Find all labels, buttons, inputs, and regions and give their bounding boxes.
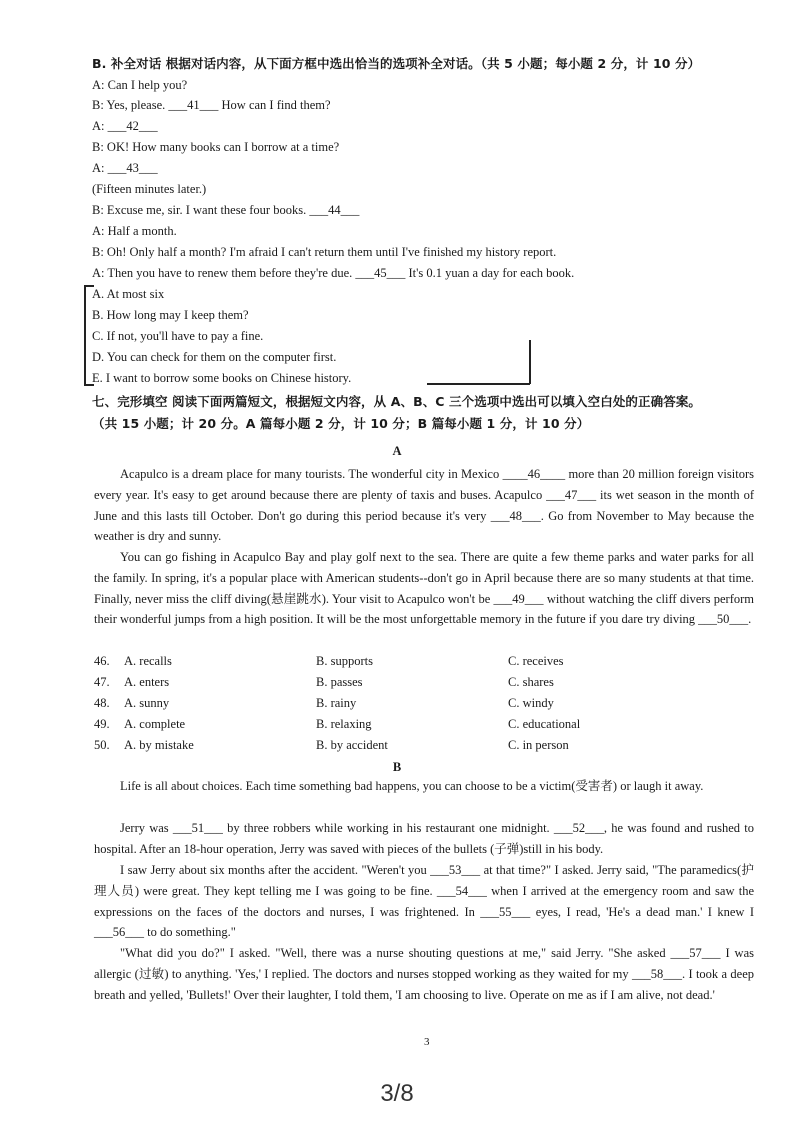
choice-a: A. sunny bbox=[124, 696, 170, 710]
option-b: B. How long may I keep them? bbox=[92, 308, 249, 322]
passage-b-paragraph: Jerry was ___51___ by three robbers while working in his restaurant one midnight. ___52___, he was found and rushed to hospital. After an 18-hour operation, Jerry was saved with pieces of the bullets (子弹)still in his body. bbox=[94, 821, 754, 856]
section-b-heading: B. 补全对话 根据对话内容，从下面方框中选出恰当的选项补全对话。（共 5 小题；每小题 2 分，计 10 分） bbox=[92, 56, 701, 71]
choice-b: B. by accident bbox=[316, 738, 388, 752]
question-number: 49. bbox=[94, 717, 110, 731]
option-c: C. If not, you'll have to pay a fine. bbox=[92, 329, 264, 343]
printed-page-number: 3 bbox=[424, 1036, 430, 1048]
choice-c: C. receives bbox=[508, 654, 564, 668]
choice-c: C. in person bbox=[508, 738, 569, 752]
option-d: D. You can check for them on the computer first. bbox=[92, 350, 337, 364]
dialogue-line: B: Oh! Only half a month? I'm afraid I can't return them until I've finished my history report. bbox=[92, 245, 557, 259]
section-7-heading-line1: 七、完形填空 阅读下面两篇短文，根据短文内容，从 A、B、C 三个选项中选出可以填入空白处的正确答案。 bbox=[92, 394, 702, 409]
option-e: E. I want to borrow some books on Chinese history. bbox=[92, 371, 352, 385]
dialogue-line: B: OK! How many books can I borrow at a time? bbox=[92, 140, 340, 154]
passage-b-paragraph: "What did you do?" I asked. "Well, there was a nurse shouting questions at me," said Jerry. "She asked ___57___ I was allergic (过敏) to anything. 'Yes,' I replied. The doctors and nurses stopped working as they waited for my ___58___. I took a deep breath and yelled, 'Bullets!' Over their laughter, I told them, 'I am choosing to live. Operate on me as if I am alive, not dead.' bbox=[94, 946, 754, 1002]
choice-b: B. passes bbox=[316, 675, 363, 689]
option-box-left-border bbox=[84, 285, 86, 385]
option-box-right-border bbox=[529, 340, 531, 384]
choice-a: A. enters bbox=[124, 675, 170, 689]
passage-b-paragraph: Life is all about choices. Each time something bad happens, you can choose to be a victim(受害者) or laugh it away. bbox=[120, 779, 704, 793]
choice-c: C. windy bbox=[508, 696, 554, 710]
dialogue-line: (Fifteen minutes later.) bbox=[92, 182, 207, 196]
question-number: 50. bbox=[94, 738, 110, 752]
choice-c: C. educational bbox=[508, 717, 581, 731]
choice-a: A. complete bbox=[124, 717, 186, 731]
question-number: 48. bbox=[94, 696, 110, 710]
passage-a-label: A bbox=[392, 444, 402, 458]
question-number: 46. bbox=[94, 654, 110, 668]
dialogue-line: A: ___43___ bbox=[92, 161, 158, 175]
choice-b: B. relaxing bbox=[316, 717, 372, 731]
choice-c: C. shares bbox=[508, 675, 554, 689]
choice-b: B. supports bbox=[316, 654, 373, 668]
passage-a-paragraph: Acapulco is a dream place for many tourists. The wonderful city in Mexico ____46____ more than 20 million foreign visitors every year. It's easy to get around because there are plenty of taxis and buses. Acapulco ___47___ its wet season in the month of June and this lasts till October. Don't go during this period because it's very ___48___. Go from November to May because the weather is dry and sunny. bbox=[94, 467, 754, 544]
passage-b-label: B bbox=[392, 760, 402, 774]
section-7-heading-line2: （共 15 小题；计 20 分。A 篇每小题 2 分，计 10 分；B 篇每小题 1 分，计 10 分） bbox=[92, 416, 590, 431]
dialogue-line: A: Half a month. bbox=[92, 224, 177, 238]
choice-a: A. recalls bbox=[124, 654, 172, 668]
question-number: 47. bbox=[94, 675, 110, 689]
dialogue-line: A: Can I help you? bbox=[92, 78, 188, 92]
passage-a-paragraph: You can go fishing in Acapulco Bay and play golf next to the sea. There are quite a few theme parks and water parks for all the family. In spring, it's a popular place with American students--don't go in April because there are so many students at that time. Finally, never miss the cliff diving(悬崖跳水). Your visit to Acapulco won't be ___49___ without watching the cliff divers perform their wonderful jumps from a high position. It will be the most unforgettable memory in the future if you dare try diving ___50___. bbox=[94, 550, 754, 627]
choice-a: A. by mistake bbox=[124, 738, 194, 752]
choice-b: B. rainy bbox=[316, 696, 357, 710]
option-box-bottom-border bbox=[427, 383, 530, 385]
dialogue-line: A: ___42___ bbox=[92, 119, 158, 133]
page-indicator: 3/8 bbox=[380, 1080, 414, 1107]
dialogue-line: A: Then you have to renew them before they're due. ___45___ It's 0.1 yuan a day for each book. bbox=[92, 266, 575, 280]
dialogue-line: B: Excuse me, sir. I want these four books. ___44___ bbox=[92, 203, 360, 217]
dialogue-line: B: Yes, please. ___41___ How can I find them? bbox=[92, 98, 331, 112]
passage-b-paragraph: I saw Jerry about six months after the accident. "Weren't you ___53___ at that time?" I asked. Jerry said, "The paramedics(护理人员) were great. They kept telling me I was going to be fine. ___54___ when I arrived at the emergency room and saw the expressions on the faces of the doctors and nurses, I was frightened. In ___55___ eyes, I read, 'He's a dead man.' I knew I ___56___ to do something." bbox=[94, 863, 754, 940]
option-a: A. At most six bbox=[92, 287, 165, 301]
